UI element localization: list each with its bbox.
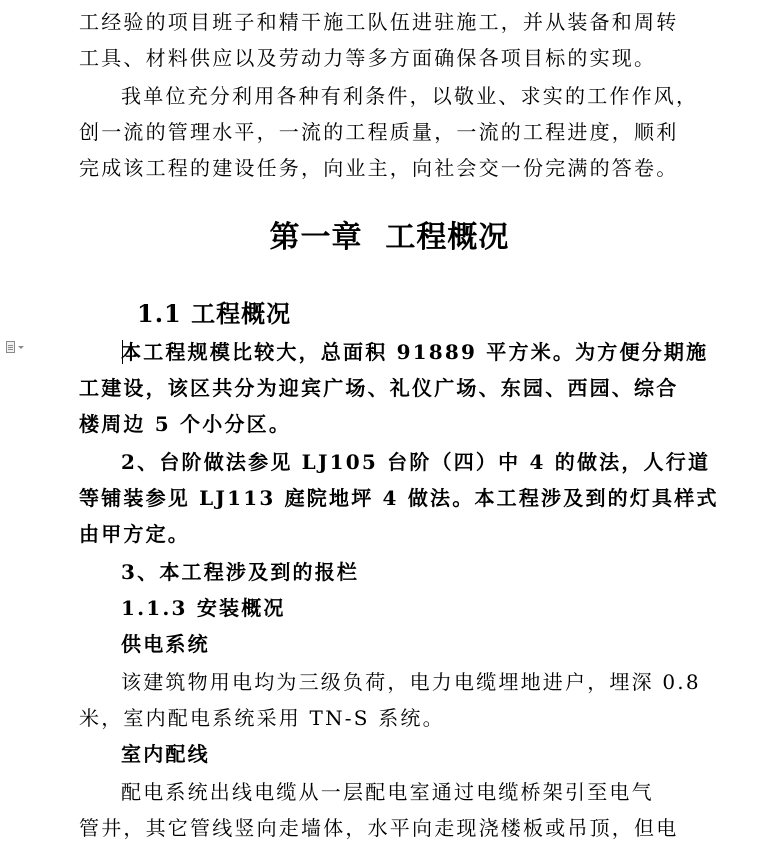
paragraph-line: 工具、材料供应以及劳动力等多方面确保各项目标的实现。	[79, 46, 657, 70]
paragraph-line: 等铺装参见 LJ113 庭院地坪 4 做法。本工程涉及到的灯具样式	[79, 486, 719, 510]
chapter-title: 第一章 工程概况	[269, 220, 510, 255]
subsection-title: 1.1.3 安装概况	[121, 596, 286, 620]
paragraph-line: 创一流的管理水平，一流的工程质量，一流的工程进度，顺利	[79, 120, 679, 144]
paragraph-line: 管井，其它管线竖向走墙体，水平向走现浇楼板或吊顶，但电	[79, 816, 679, 840]
paragraph-line: 完成该工程的建设任务，向业主，向社会交一份完满的答卷。	[79, 156, 679, 180]
paragraph-options[interactable]	[6, 340, 32, 354]
document-icon	[6, 341, 15, 353]
paragraph-line: 我单位充分利用各种有利条件，以敬业、求实的工作作风，	[121, 84, 699, 108]
wiring-heading: 室内配线	[121, 742, 210, 766]
paragraph-line: 工经验的项目班子和精干施工队伍进驻施工，并从装备和周转	[79, 10, 679, 34]
paragraph-line: 3、本工程涉及到的报栏	[121, 560, 360, 584]
power-heading: 供电系统	[121, 632, 210, 656]
section-title: 1.1 工程概况	[137, 299, 292, 328]
paragraph-line: 由甲方定。	[79, 522, 190, 546]
chevron-down-icon	[18, 346, 24, 349]
paragraph-line: 本工程规模比较大，总面积 91889 平方米。为方便分期施	[121, 340, 709, 364]
paragraph-line: 工建设，该区共分为迎宾广场、礼仪广场、东园、西园、综合	[79, 376, 679, 400]
paragraph-line: 该建筑物用电均为三级负荷，电力电缆埋地进户，埋深 0.8	[121, 670, 701, 694]
paragraph-line: 2、台阶做法参见 LJ105 台阶（四）中 4 的做法，人行道	[121, 450, 711, 474]
paragraph-line: 配电系统出线电缆从一层配电室通过电缆桥架引至电气	[121, 780, 654, 804]
paragraph-line: 米，室内配电系统采用 TN-S 系统。	[79, 706, 445, 730]
paragraph-line: 楼周边 5 个小分区。	[79, 412, 292, 436]
